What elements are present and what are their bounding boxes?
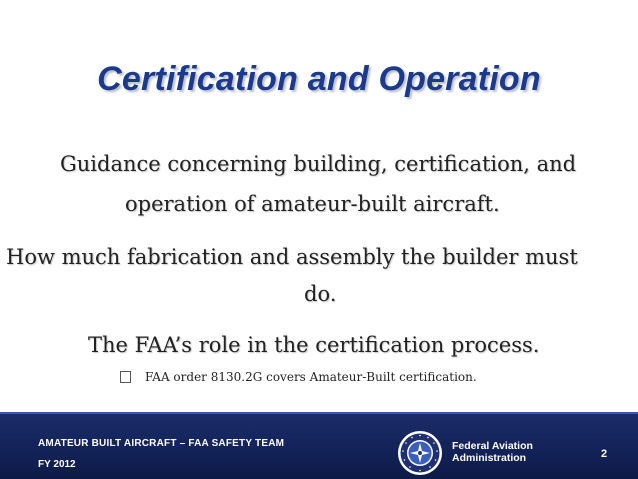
paragraph-1-line-2: operation of amateur-built aircraft. xyxy=(125,192,500,216)
footer-year-label: FY 2012 xyxy=(38,459,76,470)
footer-team-label: AMATEUR BUILT AIRCRAFT – FAA SAFETY TEAM xyxy=(38,438,285,449)
checkbox-icon xyxy=(120,371,131,383)
agency-name xyxy=(452,440,533,464)
agency-name-line-1: Federal Aviation xyxy=(452,440,533,452)
paragraph-2-line-1: How much fabrication and assembly the builder must xyxy=(6,245,578,269)
footer-divider xyxy=(0,412,638,414)
footer-bar xyxy=(0,412,638,479)
sub-bullet xyxy=(120,370,477,384)
paragraph-2-line-2: do. xyxy=(304,282,337,306)
slide-title: Certification and Operation xyxy=(97,60,541,98)
sub-bullet-text: FAA order 8130.2G covers Amateur-Built certification. xyxy=(145,370,477,384)
faa-seal-icon xyxy=(397,430,443,476)
agency-name-line-2: Administration xyxy=(452,452,527,464)
page-number: 2 xyxy=(601,448,608,460)
paragraph-3-line-1: The FAA’s role in the certification process. xyxy=(88,333,540,357)
paragraph-1-line-1: Guidance concerning building, certification, and xyxy=(60,152,577,176)
